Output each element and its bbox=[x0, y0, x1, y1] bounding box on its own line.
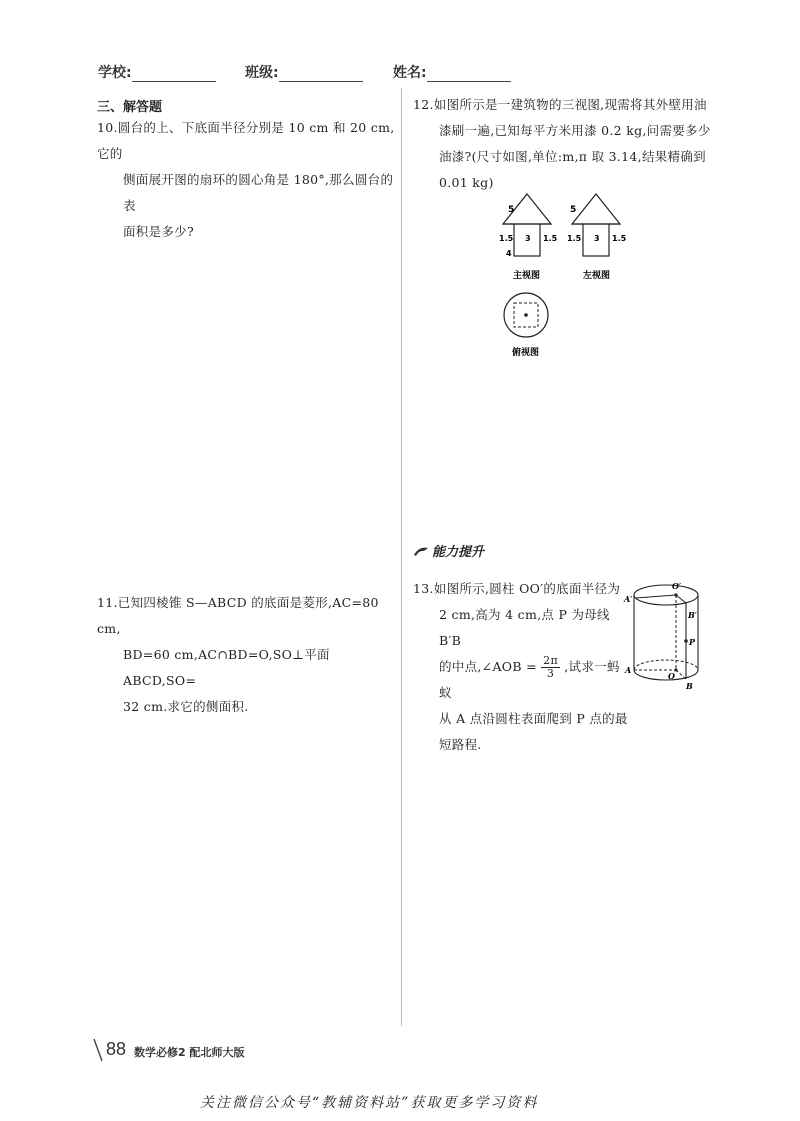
q11-line-2: BD=60 cm,AC∩BD=O,SO⊥平面 ABCD,SO= bbox=[123, 647, 330, 688]
label-o: O bbox=[668, 671, 675, 681]
column-divider bbox=[401, 88, 402, 1026]
q10-line-3: 面积是多少? bbox=[123, 224, 195, 239]
q11-line-3: 32 cm.求它的侧面积. bbox=[123, 699, 249, 714]
front-view bbox=[499, 194, 558, 281]
q13-line-2: 2 cm,高为 4 cm,点 P 为母线 B′B bbox=[439, 607, 610, 648]
front-dim-15-left: 1.5 bbox=[499, 234, 514, 243]
label-p: P bbox=[689, 637, 696, 647]
school-label: 学校: bbox=[98, 65, 132, 81]
question-11 bbox=[97, 590, 397, 720]
side-dim-15-right: 1.5 bbox=[612, 234, 627, 243]
footer-slash bbox=[92, 1038, 106, 1062]
question-12 bbox=[413, 92, 713, 196]
class-label: 班级: bbox=[245, 65, 279, 81]
name-blank bbox=[427, 67, 511, 82]
section-title: 三、解答题 bbox=[97, 100, 163, 115]
q11-line-1: 11.已知四棱锥 S—ABCD 的底面是菱形,AC=80 cm, bbox=[97, 595, 379, 636]
side-view-label: 左视图 bbox=[583, 271, 611, 281]
q13-line-4: 从 A 点沿圆柱表面爬到 P 点的最 bbox=[439, 711, 628, 726]
class-field bbox=[245, 62, 363, 82]
q13-line-3 bbox=[413, 654, 628, 706]
front-dim-15-right: 1.5 bbox=[543, 234, 558, 243]
front-view-label: 主视图 bbox=[513, 271, 541, 281]
top-view bbox=[504, 293, 548, 358]
label-o-prime: O′ bbox=[672, 581, 682, 591]
angle-fraction bbox=[541, 655, 560, 680]
side-dim-15-left: 1.5 bbox=[567, 234, 582, 243]
ability-heading bbox=[413, 541, 484, 560]
fraction-denominator: 3 bbox=[546, 667, 555, 680]
q10-line-1: 10.圆台的上、下底面半径分别是 10 cm 和 20 cm,它的 bbox=[97, 120, 395, 161]
q13-line-3-pre: 的中点,∠AOB = bbox=[439, 659, 537, 674]
q12-line-1: 12.如图所示是一建筑物的三视图,现需将其外壁用油 bbox=[413, 97, 707, 112]
name-label: 姓名: bbox=[393, 65, 427, 81]
label-b-prime: B′ bbox=[688, 610, 697, 620]
class-blank bbox=[279, 67, 363, 82]
label-b: B bbox=[686, 681, 693, 691]
fraction-numerator: 2π bbox=[543, 654, 558, 667]
side-dim-3: 3 bbox=[594, 234, 600, 243]
bottom-note: 关注微信公众号“教辅资料站”获取更多学习资料 bbox=[200, 1095, 539, 1111]
ability-title: 能力提升 bbox=[432, 545, 485, 560]
q10-line-2: 侧面展开图的扇环的圆心角是 180°,那么圆台的表 bbox=[123, 172, 394, 213]
q13-line-3-post: ,试求一蚂蚁 bbox=[439, 659, 620, 700]
q13-line-1: 13.如图所示,圆柱 OO′的底面半径为 bbox=[413, 581, 621, 596]
q13-line-5: 短路程. bbox=[439, 737, 482, 752]
top-view-label: 俯视图 bbox=[512, 348, 540, 358]
front-dim-4: 4 bbox=[506, 249, 512, 258]
front-dim-3: 3 bbox=[525, 234, 531, 243]
school-field bbox=[98, 62, 216, 82]
q12-line-4: 0.01 kg) bbox=[439, 175, 494, 190]
side-dim-5: 5 bbox=[570, 205, 577, 215]
side-view bbox=[567, 194, 627, 281]
name-field bbox=[393, 62, 511, 82]
q12-line-3: 油漆?(尺寸如图,单位:m,π 取 3.14,结果精确到 bbox=[439, 149, 706, 164]
label-a-prime: A′ bbox=[624, 594, 633, 604]
q12-line-2: 漆刷一遍,已知每平方米用漆 0.2 kg,问需要多少 bbox=[439, 123, 711, 138]
label-a: A bbox=[625, 665, 632, 675]
three-view-figure bbox=[490, 190, 640, 365]
swoosh-icon bbox=[413, 545, 429, 557]
school-blank bbox=[132, 67, 216, 82]
cylinder-figure bbox=[622, 575, 712, 705]
question-10 bbox=[97, 115, 397, 245]
question-13 bbox=[413, 576, 628, 758]
book-title: 数学必修2 配北师大版 bbox=[134, 1046, 245, 1059]
front-dim-5: 5 bbox=[508, 205, 515, 215]
page-number: 88 bbox=[106, 1039, 127, 1059]
